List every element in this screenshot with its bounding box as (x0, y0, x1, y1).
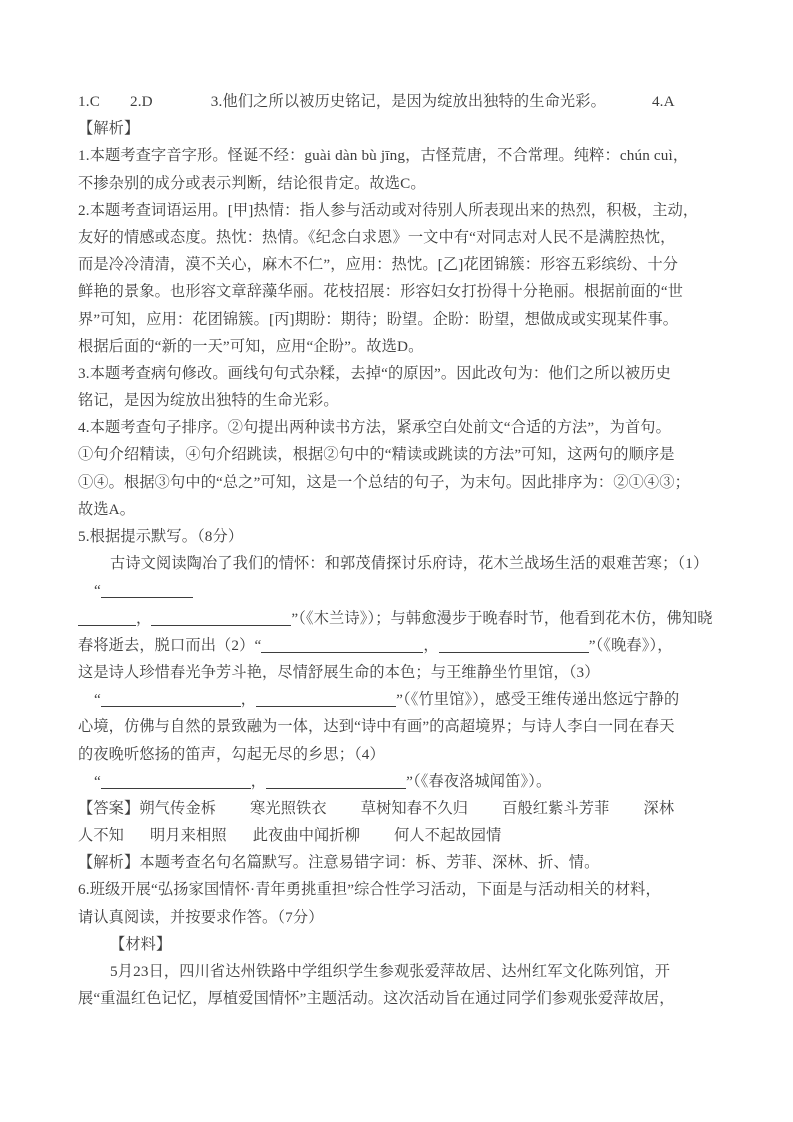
analysis-item2-line5: 界”可知，应用：花团锦簇。[丙]期盼：期待；盼望。企盼：盼望，想做成或实现某件事。 (78, 310, 679, 328)
question5-blank1-line-a (78, 577, 718, 604)
fill-blank-1a[interactable] (101, 581, 193, 598)
question5-blank3-line (78, 686, 718, 713)
question5-stem: 5.根据提示默写。（8分） (78, 528, 244, 545)
material-heading-text: 【材料】 (110, 935, 172, 953)
question5-line-f: 心境，仿佛与自然的景致融为一体，达到“诗中有画”的高超境界；与诗人李白一同在春天 (78, 718, 675, 736)
answer-item-7: 此夜曲中闻折柳 (252, 827, 361, 845)
blank3-comma: ， (240, 691, 257, 709)
question6-material-heading (78, 931, 718, 958)
fill-blank-4a[interactable] (101, 772, 251, 789)
question5-analysis-label: 【解析】 (78, 854, 140, 872)
answer-item-1: 朔气传金柝 (139, 799, 217, 817)
answer-q4: 4.A (651, 93, 675, 110)
analysis-item3-line2: 铭记，是因为绽放出独特的生命光彩。 (78, 392, 339, 410)
blank4-tail: ”（《春夜洛城闻笛》）。 (406, 772, 552, 790)
analysis-item1-text-a: 1.本题考查字音字形。怪诞不经： (78, 147, 305, 165)
question5-body-text: 古诗文阅读陶冶了我们的情怀：和郭茂倩探讨乐府诗，花木兰战场生活的艰难苦寒；（1） (110, 555, 709, 573)
fill-blank-2a[interactable] (261, 636, 423, 653)
answer-q2: 2.D (129, 93, 153, 110)
quote-open-1: “ (94, 582, 101, 600)
answer-q3: 3.他们之所以被历史铭记，是因为绽放出独特的生命光彩。 (210, 93, 606, 110)
pinyin-chuncui: chún cuì (619, 147, 673, 165)
analysis-item4-line1: 4.本题考查句子排序。②句提出两种读书方法，紧承空白处前文“合适的方法”，为首句。 (78, 419, 671, 437)
blank1-tail: ”（《木兰诗》）；与韩愈漫步于晚春时节，他看到花木仿，佛知晓 (291, 609, 713, 627)
quote-open-4: “ (94, 772, 101, 790)
fill-blank-3b[interactable] (256, 690, 396, 707)
question5-analysis-text: 本题考查名句名篇默写。注意易错字词：柝、芳菲、深林、折、情。 (139, 854, 600, 872)
question5-blank1-line-b (78, 605, 718, 632)
question5-blank4-line (78, 768, 718, 795)
blank1-comma: ， (136, 609, 152, 627)
answer-q1: 1.C (78, 93, 100, 110)
blank4-comma: ， (250, 772, 267, 790)
blank2-tail: ”（《晚春》）， (588, 636, 673, 654)
analysis-item1-text-b: ，古怪荒唐，不合常理。纯粹： (405, 147, 620, 165)
analysis-item1-text-c: ， (672, 147, 689, 165)
answers-row (78, 88, 718, 115)
analysis-item4-line3: ①④。根据③句中的“总之”可知，这是一个总结的句子，为末句。因此排序为：②①④③； (78, 473, 690, 491)
answer-item-6: 明月来相照 (150, 827, 227, 845)
answer-item-2: 寒光照铁衣 (250, 799, 327, 817)
answer-item-3: 草树知春不久归 (360, 799, 469, 817)
analysis-item2-line1: 2.本题考查词语运用。[甲]热情：指人参与活动或对待别人所表现出来的热烈，积极，主动， (78, 201, 699, 219)
analysis-item4-line2: ①句介绍精读，④句介绍跳读，根据②句中的“精读或跳读的方法”可知，这两句的顺序是 (78, 446, 675, 464)
analysis-item2-line6: 根据后面的“新的一天”可知，应用“企盼”。故选D。 (78, 337, 424, 355)
analysis-item2-line3: 而是冷冷清清，漠不关心，麻木不仁”，应用：热忱。[乙]花团锦簇：形容五彩缤纷、十分 (78, 256, 679, 274)
question5-answer-line2 (78, 822, 718, 849)
fill-blank-1c[interactable] (151, 609, 291, 626)
pinyin-guaidanbujing: guài dàn bù jīng (304, 147, 406, 165)
analysis-item1-line2: 不掺杂别的成分或表示判断，结论很肯定。故选C。 (78, 174, 426, 192)
fill-blank-1b[interactable] (78, 609, 136, 626)
document-content (78, 88, 718, 1012)
fill-blank-2b[interactable] (439, 636, 589, 653)
blank2-comma: ， (423, 636, 439, 654)
material-line1-text: 5月23日，四川省达州铁路中学组织学生参观张爱萍故居、达州红军文化陈列馆，开 (110, 963, 671, 980)
analysis-item1-line1 (78, 142, 718, 169)
quote-open-3: “ (94, 691, 101, 709)
fill-blank-3a[interactable] (101, 690, 241, 707)
answer-item-5-part2: 人不知 (78, 827, 125, 845)
question5-analysis-line (78, 849, 718, 876)
question5-blank2-line (78, 632, 718, 659)
analysis-heading: 【解析】 (78, 120, 140, 138)
question6-material-line2: 展“重温红色记忆，厚植爱国情怀”主题活动。这次活动旨在通过同学们参观张爱萍故居， (78, 990, 675, 1008)
question5-body-line1 (78, 550, 718, 577)
analysis-item3-line1: 3.本题考查病句修改。画线句句式杂糅，去掉“的原因”。因此改句为：他们之所以被历史 (78, 364, 671, 382)
blank3-tail: ”（《竹里馆》），感受王维传递出悠远宁静的 (396, 691, 680, 709)
question5-line-g: 的夜晚听悠扬的笛声，勾起无尽的乡思；（4） (78, 745, 385, 763)
question5-answer-line1 (78, 795, 718, 822)
answer-item-5-part1: 深林 (643, 799, 675, 817)
question5-line-d: 这是诗人珍惜春光争芳斗艳，尽情舒展生命的本色；与王维静坐竹里馆，（3） (78, 663, 600, 681)
fill-blank-4b[interactable] (266, 772, 406, 789)
analysis-item2-line4: 鲜艳的景象。也形容文章辞藻华丽。花枝招展：形容妇女打扮得十分艳丽。根据前面的“世 (78, 283, 684, 301)
answer-item-4: 百般红紫斗芳菲 (502, 799, 610, 817)
analysis-item2-line2: 友好的情感或态度。热忱：热情。《纪念白求恩》一文中有“对同志对人民不是满腔热忱， (78, 228, 676, 246)
question6-material-line1 (78, 958, 718, 985)
answer-label: 【答案】 (78, 799, 140, 817)
analysis-item4-line4: 故选A。 (78, 500, 136, 518)
blank2-prefix: 春将逝去，脱口而出（2）“ (78, 636, 262, 654)
answer-item-8: 何人不起故园情 (394, 827, 502, 845)
question6-stem-line2: 请认真阅读，并按要求作答。（7分） (78, 908, 324, 926)
question6-stem-line1: 6.班级开展“弘扬家国情怀·青年勇挑重担”综合性学习活动，下面是与活动相关的材料， (78, 881, 661, 899)
